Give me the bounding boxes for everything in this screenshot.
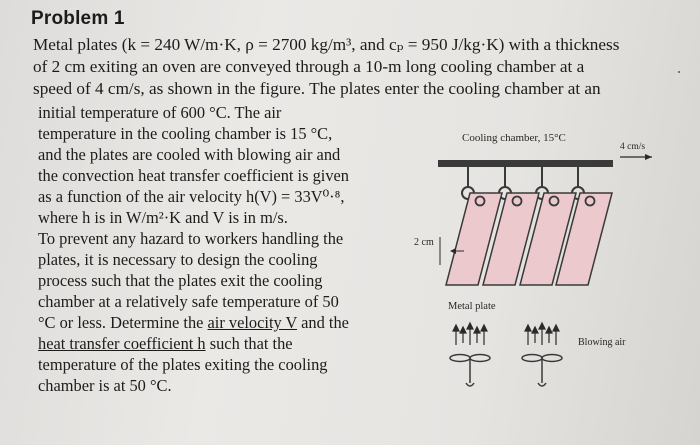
cooling-chamber-figure [400,115,680,395]
text-line-5: temperature in the cooling chamber is 15 °C, [38,124,333,143]
conveyor-bar [438,160,613,167]
thickness-arrow-head [450,248,456,254]
text-line-11: plates, it is necessary to design the cooling [38,250,318,269]
speed-label: 4 cm/s [620,142,646,152]
stray-mark [678,71,680,73]
text-line-15-end: such that the [205,334,293,353]
underlined-heat-transfer-coefficient: heat transfer coefficient h [38,334,206,353]
metal-plate-label: Metal plate [448,301,496,312]
chamber-label: Cooling chamber, 15°C [462,132,566,144]
fan-icon-left [450,355,490,387]
text-line-14 [38,313,349,333]
text-line-14-end: and the [297,313,349,332]
fan-icon-right [522,355,562,387]
text-line-3: speed of 4 cm/s, as shown in the figure. The plates enter the cooling chamber at an [33,79,601,98]
air-arrows-right [525,323,559,345]
text-line-10: To prevent any hazard to workers handling the [38,229,344,248]
text-line-4: initial temperature of 600 °C. The air [38,103,282,122]
text-line-17: chamber is at 50 °C. [38,376,172,395]
text-line-15 [38,334,293,354]
text-line-13: chamber at a relatively safe temperature of 50 [38,292,339,311]
underlined-air-velocity: air velocity V [207,313,298,332]
text-line-8: as a function of the air velocity h(V) = 33V⁰·⁸, [38,187,345,206]
text-line-6: and the plates are cooled with blowing air and [38,145,341,164]
text-line-2: of 2 cm exiting an oven are conveyed through a 10-m long cooling chamber at a [33,57,585,76]
air-arrows-left [453,323,487,345]
text-line-16: temperature of the plates exiting the cooling [38,355,328,374]
problem-title: Problem 1 [31,8,125,29]
text-line-12: process such that the plates exit the cooling [38,271,323,290]
speed-arrow-head [645,154,652,160]
text-line-14-start: °C or less. Determine the [38,313,208,332]
blowing-air-label: Blowing air [578,337,626,348]
text-line-9: where h is in W/m²·K and V is in m/s. [38,208,288,227]
thickness-label: 2 cm [414,237,434,248]
text-line-7: the convection heat transfer coefficient is given [38,166,349,185]
text-line-1: Metal plates (k = 240 W/m·K, ρ = 2700 kg/m³, and cₚ = 950 J/kg·K) with a thickness [33,35,620,54]
